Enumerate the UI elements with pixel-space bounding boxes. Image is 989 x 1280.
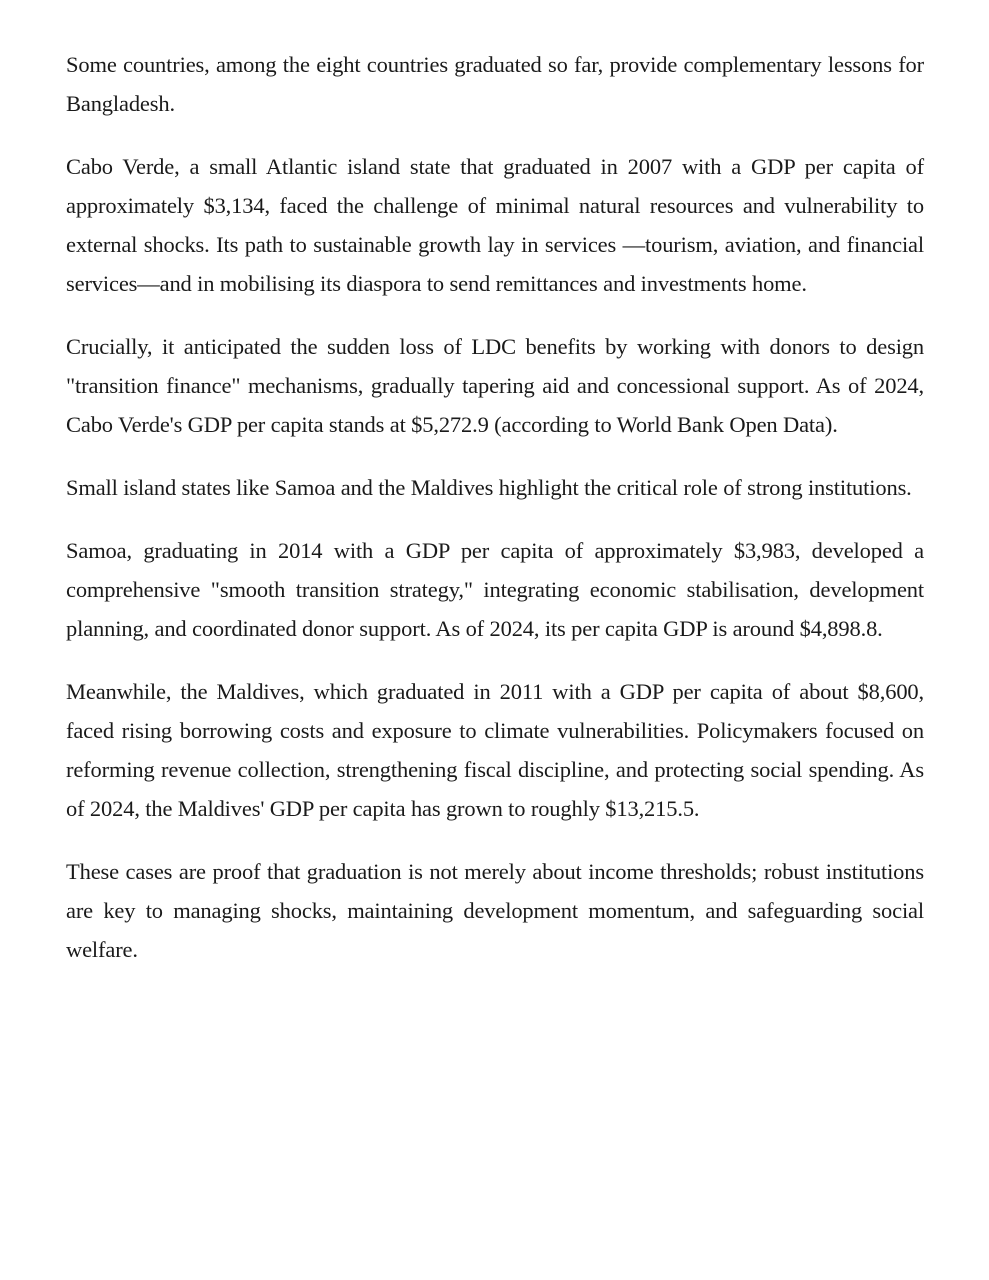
article-body — [66, 45, 924, 993]
paragraph-conclusion: These cases are proof that graduation is not merely about income thresholds; robust institutions are key to managing shocks, maintaining development momentum, and safeguarding social welfare. — [66, 859, 924, 962]
paragraph-cabo-verde: Cabo Verde, a small Atlantic island state that graduated in 2007 with a GDP per capita of approximately $3,134, faced the challenge of minimal natural resources and vulnerability to external shocks. Its path to sustainable growth lay in services —tourism, aviation, and financial services—and in mobilising its diaspora to send remittances and investments home. — [66, 154, 924, 296]
paragraph-small-island-states: Small island states like Samoa and the Maldives highlight the critical role of strong institutions. — [66, 475, 912, 500]
paragraph-intro: Some countries, among the eight countries graduated so far, provide complementary lessons for Bangladesh. — [66, 52, 924, 116]
paragraph-cabo-verde-transition: Crucially, it anticipated the sudden loss of LDC benefits by working with donors to design "transition finance" mechanisms, gradually tapering aid and concessional support. As of 2024, Cabo Verde's GDP per capita stands at $5,272.9 (according to World Bank Open Data). — [66, 334, 924, 437]
paragraph-samoa: Samoa, graduating in 2014 with a GDP per capita of approximately $3,983, developed a comprehensive "smooth transition strategy," integrating economic stabilisation, development planning, and coordinated donor support. As of 2024, its per capita GDP is around $4,898.8. — [66, 538, 924, 641]
paragraph-maldives: Meanwhile, the Maldives, which graduated in 2011 with a GDP per capita of about $8,600, faced rising borrowing costs and exposure to climate vulnerabilities. Policymakers focused on reforming revenue collection, strengthening fiscal discipline, and protecting social spending. As of 2024, the Maldives' GDP per capita has grown to roughly $13,215.5. — [66, 679, 924, 821]
